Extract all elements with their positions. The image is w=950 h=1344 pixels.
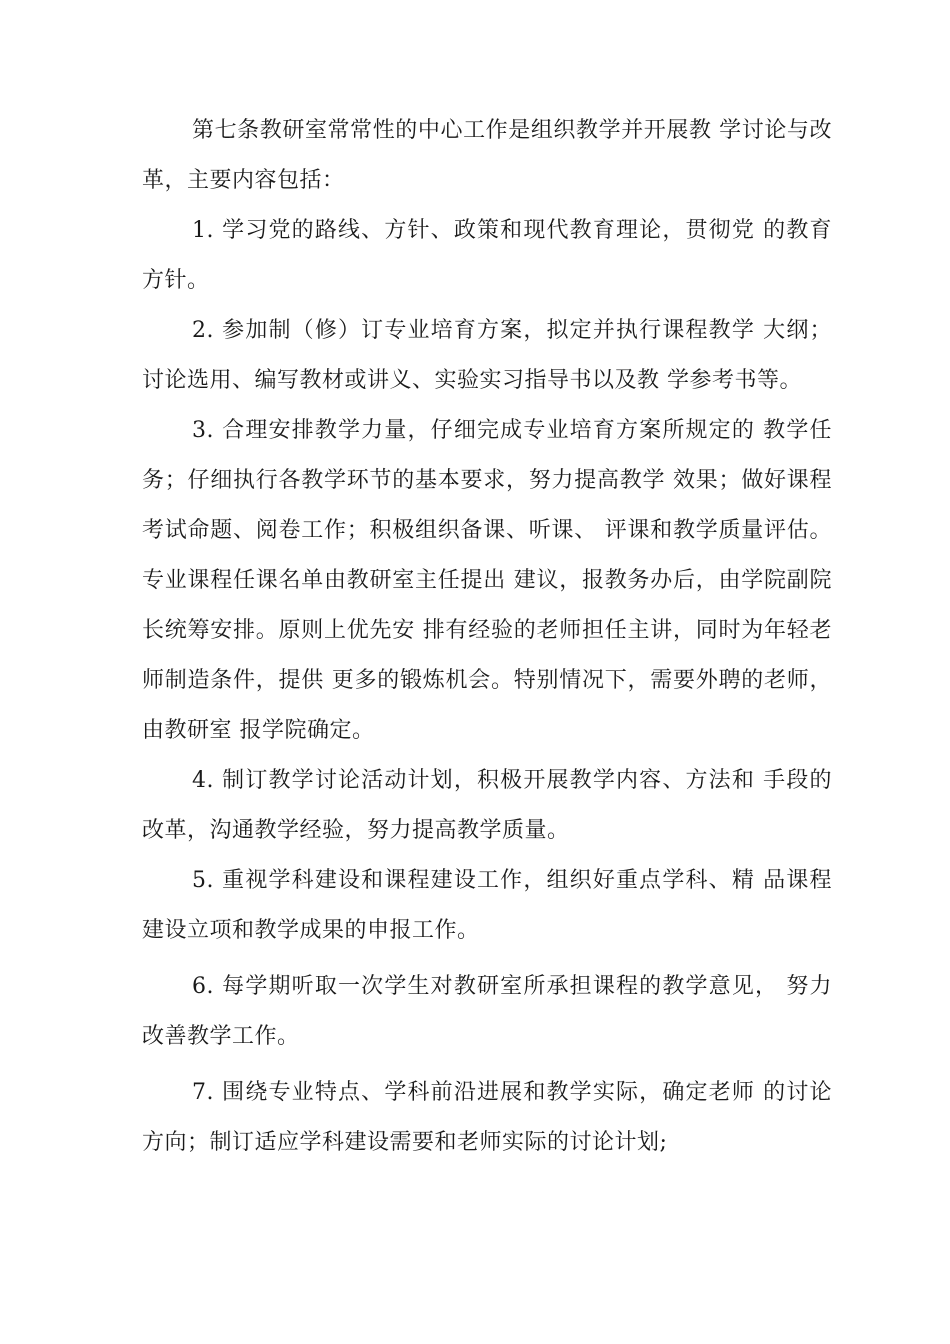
paragraph-item-5: 5. 重视学科建设和课程建设工作，组织好重点学科、精 品课程建设立项和教学成果的申报工作。 <box>142 868 832 943</box>
paragraph-item-2: 2. 参加制（修）订专业培育方案，拟定并执行课程教学 大纲；讨论选用、编写教材或讲义、实验实习指导书以及教 学参考书等。 <box>142 318 832 393</box>
paragraph-item-6: 6. 每学期听取一次学生对教研室所承担课程的教学意见， 努力改善教学工作。 <box>142 974 832 1049</box>
paragraph-item-1: 1. 学习党的路线、方针、政策和现代教育理论，贯彻党 的教育方针。 <box>142 218 832 293</box>
paragraph-item-3: 3. 合理安排教学力量，仔细完成专业培育方案所规定的 教学任务；仔细执行各教学环节的基本要求，努力提高教学 效果；做好课程考试命题、阅卷工作；积极组织备课、听课、 评课和教学质量评估。专业课程任课名单由教研室主任提出 建议，报教务办后，由学院副院长统筹安排。原则上优先安 排有经验的老师担任主讲，同时为年轻老师制造条件，提供 更多的锻炼机会。特别情况下，需要外聘的老师，由教研室 报学院确定。 <box>142 418 832 743</box>
document-page <box>142 106 832 1168</box>
paragraph-article-7: 第七条教研室常常性的中心工作是组织教学并开展教 学讨论与改革，主要内容包括： <box>142 118 832 193</box>
paragraph-item-7: 7. 围绕专业特点、学科前沿进展和教学实际，确定老师 的讨论方向；制订适应学科建设需要和老师实际的讨论计划; <box>142 1080 832 1155</box>
paragraph-item-4: 4. 制订教学讨论活动计划，积极开展教学内容、方法和 手段的改革，沟通教学经验，努力提高教学质量。 <box>142 768 832 843</box>
